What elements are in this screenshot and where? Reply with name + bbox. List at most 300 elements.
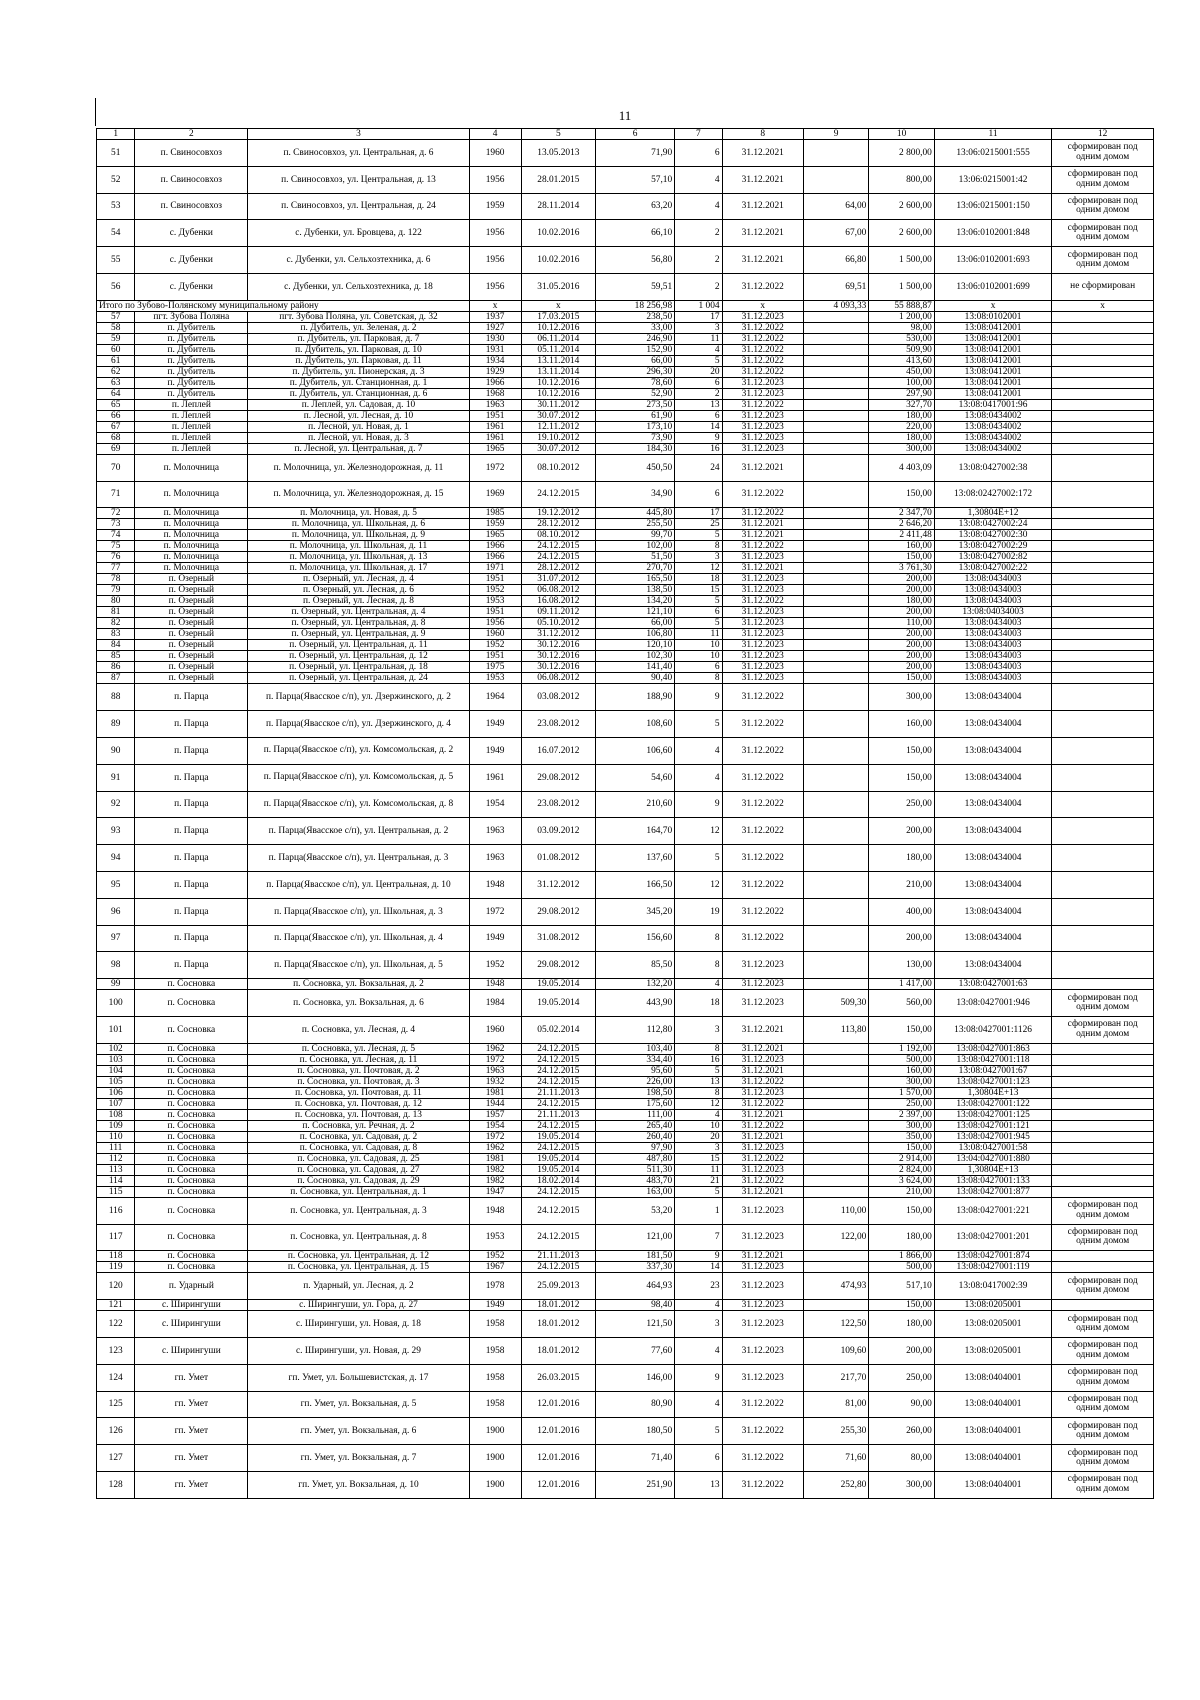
- cell-col-3: п. Сосновка, ул. Садовая, д. 2: [248, 1131, 469, 1142]
- cell-col-10: 180,00: [869, 1224, 934, 1251]
- cell-col-9: 252,80: [803, 1471, 868, 1498]
- cell-col-8: 31.12.2023: [722, 979, 803, 990]
- cell-col-4: 1948: [469, 1197, 521, 1224]
- table-row: [97, 1065, 1154, 1076]
- cell-col-9: [803, 791, 868, 818]
- cell-col-4: 1982: [469, 1164, 521, 1175]
- cell-col-1: 74: [97, 530, 135, 541]
- table-row: [97, 662, 1154, 673]
- table-row: [97, 1471, 1154, 1498]
- cell-col-12: [1052, 1251, 1154, 1262]
- cell-col-5: 29.08.2012: [521, 952, 596, 979]
- cell-col-4: 1956: [469, 273, 521, 300]
- cell-col-3: п. Молочница, ул. Школьная, д. 11: [248, 541, 469, 552]
- cell-col-4: 1966: [469, 541, 521, 552]
- cell-col-5: 29.08.2012: [521, 764, 596, 791]
- cell-col-6: 66,00: [596, 355, 675, 366]
- cell-col-6: 102,30: [596, 651, 675, 662]
- cell-col-1: 73: [97, 519, 135, 530]
- cell-col-6: 90,40: [596, 673, 675, 684]
- cell-col-4: 1956: [469, 220, 521, 247]
- cell-col-9: [803, 1043, 868, 1054]
- cell-col-7: 10: [675, 651, 722, 662]
- cell-col-2: п. Сосновка: [135, 1076, 248, 1087]
- cell-col-6: 483,70: [596, 1175, 675, 1186]
- cell-col-4: 1960: [469, 629, 521, 640]
- table-row: [97, 1273, 1154, 1300]
- column-number-cell: 5: [521, 129, 596, 140]
- cell-col-1: 100: [97, 990, 135, 1017]
- cell-col-3: п. Озерный, ул. Центральная, д. 11: [248, 640, 469, 651]
- cell-col-6: 251,90: [596, 1471, 675, 1498]
- cell-col-3: п. Сосновка, ул. Центральная, д. 3: [248, 1197, 469, 1224]
- cell-col-9: [803, 1186, 868, 1197]
- cell-col-8: 31.12.2023: [722, 1054, 803, 1065]
- cell-col-10: 98,00: [869, 322, 934, 333]
- cell-col-7: 3: [675, 1142, 722, 1153]
- cell-col-2: п. Сосновка: [135, 1131, 248, 1142]
- cell-col-7: 3: [675, 1016, 722, 1043]
- cell-col-9: [803, 1175, 868, 1186]
- cell-col-4: 1927: [469, 322, 521, 333]
- table-row: [97, 1043, 1154, 1054]
- cell-col-12: сформирован под одним домом: [1052, 1364, 1154, 1391]
- cell-col-1: 109: [97, 1120, 135, 1131]
- cell-col-1: 99: [97, 979, 135, 990]
- cell-col-5: 30.12.2016: [521, 640, 596, 651]
- cell-col-2: гп. Умет: [135, 1418, 248, 1445]
- cell-col-10: 150,00: [869, 552, 934, 563]
- cell-col-3: п. Сосновка, ул. Центральная, д. 15: [248, 1262, 469, 1273]
- cell-col-4: 1900: [469, 1445, 521, 1472]
- cell-col-12: [1052, 1054, 1154, 1065]
- cell-col-5: 16.07.2012: [521, 737, 596, 764]
- cell-col-3: п. Сосновка, ул. Речная, д. 2: [248, 1120, 469, 1131]
- cell-col-10: 110,00: [869, 618, 934, 629]
- cell-col-5: 23.08.2012: [521, 711, 596, 738]
- cell-col-6: 102,00: [596, 541, 675, 552]
- cell-col-8: 31.12.2022: [722, 596, 803, 607]
- cell-col-11: 13:08:0427001:221: [934, 1197, 1051, 1224]
- cell-col-11: 13:08:0434004: [934, 764, 1051, 791]
- cell-col-1: 75: [97, 541, 135, 552]
- cell-col-11: 1,30804E+12: [934, 508, 1051, 519]
- cell-col-8: 31.12.2023: [722, 1300, 803, 1311]
- table-row: [97, 1016, 1154, 1043]
- cell-col-3: п. Парца(Явасское с/п), ул. Комсомольская, д. 5: [248, 764, 469, 791]
- cell-col-12: [1052, 607, 1154, 618]
- cell-col-12: сформирован под одним домом: [1052, 1471, 1154, 1498]
- cell-col-8: 31.12.2023: [722, 552, 803, 563]
- subtotal-col11: x: [934, 300, 1051, 311]
- cell-col-6: 246,90: [596, 333, 675, 344]
- cell-col-7: 18: [675, 990, 722, 1017]
- cell-col-7: 13: [675, 1076, 722, 1087]
- cell-col-1: 51: [97, 140, 135, 167]
- cell-col-6: 80,90: [596, 1391, 675, 1418]
- cell-col-12: [1052, 618, 1154, 629]
- cell-col-10: 3 624,00: [869, 1175, 934, 1186]
- cell-col-5: 21.11.2013: [521, 1087, 596, 1098]
- cell-col-2: п. Парца: [135, 684, 248, 711]
- cell-col-7: 4: [675, 1109, 722, 1120]
- table-row: [97, 574, 1154, 585]
- cell-col-4: 1961: [469, 421, 521, 432]
- table-row: [97, 1098, 1154, 1109]
- cell-col-3: п. Свиносовхоз, ул. Центральная, д. 13: [248, 166, 469, 193]
- cell-col-2: п. Сосновка: [135, 1098, 248, 1109]
- cell-col-8: 31.12.2021: [722, 1065, 803, 1076]
- cell-col-9: [803, 508, 868, 519]
- cell-col-1: 52: [97, 166, 135, 193]
- cell-col-6: 296,30: [596, 366, 675, 377]
- cell-col-5: 19.12.2012: [521, 508, 596, 519]
- cell-col-4: 1985: [469, 508, 521, 519]
- cell-col-2: п. Сосновка: [135, 1109, 248, 1120]
- cell-col-3: п. Сосновка, ул. Почтовая, д. 13: [248, 1109, 469, 1120]
- cell-col-12: сформирован под одним домом: [1052, 1391, 1154, 1418]
- cell-col-9: [803, 311, 868, 322]
- cell-col-2: п. Сосновка: [135, 1164, 248, 1175]
- cell-col-11: 13:08:0427002:82: [934, 552, 1051, 563]
- cell-col-12: [1052, 629, 1154, 640]
- cell-col-8: 31.12.2022: [722, 925, 803, 952]
- subtotal-col7: 1 004: [675, 300, 722, 311]
- cell-col-1: 60: [97, 344, 135, 355]
- cell-col-10: 509,90: [869, 344, 934, 355]
- cell-col-5: 24.12.2015: [521, 1262, 596, 1273]
- cell-col-6: 34,90: [596, 481, 675, 508]
- cell-col-4: 1965: [469, 530, 521, 541]
- cell-col-4: 1947: [469, 1186, 521, 1197]
- cell-col-10: 250,00: [869, 791, 934, 818]
- table-row: [97, 481, 1154, 508]
- cell-col-9: [803, 898, 868, 925]
- cell-col-5: 31.05.2016: [521, 273, 596, 300]
- cell-col-11: 13:08:0404001: [934, 1471, 1051, 1498]
- cell-col-12: [1052, 344, 1154, 355]
- cell-col-1: 89: [97, 711, 135, 738]
- cell-col-3: п. Молочница, ул. Железнодорожная, д. 11: [248, 454, 469, 481]
- cell-col-1: 55: [97, 247, 135, 274]
- cell-col-5: 21.11.2013: [521, 1109, 596, 1120]
- cell-col-9: [803, 344, 868, 355]
- cell-col-7: 15: [675, 585, 722, 596]
- cell-col-10: 2 397,00: [869, 1109, 934, 1120]
- cell-col-8: 31.12.2023: [722, 443, 803, 454]
- cell-col-10: 560,00: [869, 990, 934, 1017]
- cell-col-10: 2 914,00: [869, 1153, 934, 1164]
- cell-col-7: 10: [675, 640, 722, 651]
- cell-col-3: п. Сосновка, ул. Лесная, д. 4: [248, 1016, 469, 1043]
- cell-col-11: 13:08:0427001:67: [934, 1065, 1051, 1076]
- cell-col-1: 59: [97, 333, 135, 344]
- cell-col-5: 06.08.2012: [521, 585, 596, 596]
- cell-col-12: [1052, 651, 1154, 662]
- cell-col-12: [1052, 421, 1154, 432]
- cell-col-6: 57,10: [596, 166, 675, 193]
- cell-col-5: 12.01.2016: [521, 1418, 596, 1445]
- cell-col-12: [1052, 1186, 1154, 1197]
- cell-col-10: 160,00: [869, 1065, 934, 1076]
- cell-col-12: [1052, 1043, 1154, 1054]
- cell-col-3: гп. Умет, ул. Большевистская, д. 17: [248, 1364, 469, 1391]
- cell-col-1: 98: [97, 952, 135, 979]
- cell-col-10: 2 347,70: [869, 508, 934, 519]
- cell-col-10: 150,00: [869, 673, 934, 684]
- cell-col-11: 13:06:0215001:42: [934, 166, 1051, 193]
- cell-col-2: п. Дубитель: [135, 388, 248, 399]
- cell-col-7: 13: [675, 399, 722, 410]
- cell-col-9: [803, 737, 868, 764]
- table-row: [97, 421, 1154, 432]
- cell-col-12: сформирован под одним домом: [1052, 1224, 1154, 1251]
- cell-col-7: 6: [675, 607, 722, 618]
- cell-col-7: 20: [675, 366, 722, 377]
- cell-col-10: 2 824,00: [869, 1164, 934, 1175]
- cell-col-9: [803, 421, 868, 432]
- cell-col-12: [1052, 410, 1154, 421]
- cell-col-8: 31.12.2021: [722, 193, 803, 220]
- cell-col-12: сформирован под одним домом: [1052, 166, 1154, 193]
- cell-col-6: 99,70: [596, 530, 675, 541]
- cell-col-12: [1052, 662, 1154, 673]
- cell-col-8: 31.12.2023: [722, 1087, 803, 1098]
- cell-col-1: 82: [97, 618, 135, 629]
- cell-col-10: 200,00: [869, 651, 934, 662]
- table-row: [97, 377, 1154, 388]
- cell-col-1: 93: [97, 818, 135, 845]
- cell-col-12: [1052, 355, 1154, 366]
- cell-col-7: 12: [675, 563, 722, 574]
- cell-col-1: 71: [97, 481, 135, 508]
- cell-col-1: 62: [97, 366, 135, 377]
- cell-col-5: 24.12.2015: [521, 1076, 596, 1087]
- cell-col-5: 03.09.2012: [521, 818, 596, 845]
- column-number-cell: 8: [722, 129, 803, 140]
- cell-col-7: 9: [675, 1251, 722, 1262]
- cell-col-5: 23.08.2012: [521, 791, 596, 818]
- cell-col-1: 70: [97, 454, 135, 481]
- cell-col-1: 97: [97, 925, 135, 952]
- table-row: [97, 1364, 1154, 1391]
- cell-col-12: [1052, 845, 1154, 872]
- table-row: [97, 1224, 1154, 1251]
- cell-col-1: 122: [97, 1311, 135, 1338]
- cell-col-6: 106,80: [596, 629, 675, 640]
- table-row: [97, 1109, 1154, 1120]
- cell-col-9: [803, 519, 868, 530]
- cell-col-2: п. Сосновка: [135, 1043, 248, 1054]
- cell-col-11: 13:08:0434003: [934, 618, 1051, 629]
- cell-col-11: 13:08:0434003: [934, 640, 1051, 651]
- cell-col-2: с. Ширингуши: [135, 1300, 248, 1311]
- table-row: [97, 166, 1154, 193]
- cell-col-2: п. Дубитель: [135, 333, 248, 344]
- cell-col-1: 58: [97, 322, 135, 333]
- cell-col-4: 1948: [469, 871, 521, 898]
- cell-col-3: п. Свиносовхоз, ул. Центральная, д. 24: [248, 193, 469, 220]
- cell-col-3: п. Сосновка, ул. Вокзальная, д. 2: [248, 979, 469, 990]
- cell-col-12: [1052, 1131, 1154, 1142]
- cell-col-4: 1949: [469, 1300, 521, 1311]
- cell-col-8: 31.12.2022: [722, 481, 803, 508]
- cell-col-2: п. Парца: [135, 925, 248, 952]
- cell-col-9: [803, 530, 868, 541]
- cell-col-4: 1972: [469, 1131, 521, 1142]
- cell-col-11: 13:08:0434003: [934, 673, 1051, 684]
- cell-col-8: 31.12.2023: [722, 990, 803, 1017]
- cell-col-10: 150,00: [869, 1197, 934, 1224]
- column-number-row: [97, 129, 1154, 140]
- cell-col-11: 13:08:0434004: [934, 925, 1051, 952]
- cell-col-7: 2: [675, 273, 722, 300]
- cell-col-1: 95: [97, 871, 135, 898]
- cell-col-8: 31.12.2022: [722, 1076, 803, 1087]
- cell-col-9: [803, 333, 868, 344]
- cell-col-7: 13: [675, 1471, 722, 1498]
- cell-col-6: 54,60: [596, 764, 675, 791]
- cell-col-10: 500,00: [869, 1262, 934, 1273]
- cell-col-5: 21.11.2013: [521, 1251, 596, 1262]
- cell-col-9: [803, 563, 868, 574]
- cell-col-12: [1052, 508, 1154, 519]
- cell-col-8: 31.12.2021: [722, 1016, 803, 1043]
- cell-col-12: [1052, 791, 1154, 818]
- cell-col-1: 108: [97, 1109, 135, 1120]
- cell-col-7: 3: [675, 322, 722, 333]
- cell-col-12: [1052, 818, 1154, 845]
- cell-col-7: 4: [675, 764, 722, 791]
- cell-col-6: 141,40: [596, 662, 675, 673]
- cell-col-4: 1957: [469, 1109, 521, 1120]
- cell-col-6: 265,40: [596, 1120, 675, 1131]
- cell-col-4: 1966: [469, 552, 521, 563]
- cell-col-7: 19: [675, 898, 722, 925]
- cell-col-10: 90,00: [869, 1391, 934, 1418]
- cell-col-1: 101: [97, 1016, 135, 1043]
- cell-col-5: 13.11.2014: [521, 366, 596, 377]
- cell-col-6: 137,60: [596, 845, 675, 872]
- cell-col-8: 31.12.2022: [722, 845, 803, 872]
- cell-col-8: 31.12.2022: [722, 344, 803, 355]
- cell-col-8: 31.12.2022: [722, 711, 803, 738]
- cell-col-5: 30.12.2016: [521, 662, 596, 673]
- cell-col-5: 28.01.2015: [521, 166, 596, 193]
- cell-col-1: 128: [97, 1471, 135, 1498]
- cell-col-3: с. Дубенки, ул. Сельхозтехника, д. 6: [248, 247, 469, 274]
- cell-col-3: п. Дубитель, ул. Парковая, д. 11: [248, 355, 469, 366]
- cell-col-11: 13:08:0412001: [934, 322, 1051, 333]
- cell-col-2: п. Парца: [135, 818, 248, 845]
- cell-col-12: [1052, 925, 1154, 952]
- cell-col-6: 334,40: [596, 1054, 675, 1065]
- cell-col-1: 110: [97, 1131, 135, 1142]
- cell-col-2: п. Леплей: [135, 432, 248, 443]
- cell-col-12: [1052, 1142, 1154, 1153]
- cell-col-10: 1 417,00: [869, 979, 934, 990]
- cell-col-1: 53: [97, 193, 135, 220]
- column-number-cell: 10: [869, 129, 934, 140]
- cell-col-4: 1954: [469, 791, 521, 818]
- cell-col-9: [803, 410, 868, 421]
- cell-col-3: п. Озерный, ул. Центральная, д. 4: [248, 607, 469, 618]
- cell-col-4: 1944: [469, 1098, 521, 1109]
- cell-col-8: 31.12.2021: [722, 1251, 803, 1262]
- cell-col-4: 1952: [469, 952, 521, 979]
- table-row: [97, 1054, 1154, 1065]
- cell-col-12: [1052, 898, 1154, 925]
- column-number-cell: 11: [934, 129, 1051, 140]
- cell-col-5: 31.12.2012: [521, 629, 596, 640]
- cell-col-5: 28.12.2012: [521, 519, 596, 530]
- cell-col-8: 31.12.2023: [722, 673, 803, 684]
- cell-col-9: [803, 1109, 868, 1120]
- cell-col-10: 200,00: [869, 585, 934, 596]
- cell-col-12: [1052, 366, 1154, 377]
- cell-col-9: [803, 322, 868, 333]
- cell-col-10: 160,00: [869, 711, 934, 738]
- cell-col-10: 1 570,00: [869, 1087, 934, 1098]
- cell-col-3: гп. Умет, ул. Вокзальная, д. 6: [248, 1418, 469, 1445]
- cell-col-9: 255,30: [803, 1418, 868, 1445]
- table-row: [97, 1337, 1154, 1364]
- cell-col-4: 1966: [469, 377, 521, 388]
- cell-col-5: 24.12.2015: [521, 1142, 596, 1153]
- cell-col-6: 120,10: [596, 640, 675, 651]
- cell-col-7: 5: [675, 530, 722, 541]
- cell-col-4: 1972: [469, 1054, 521, 1065]
- cell-col-9: [803, 618, 868, 629]
- cell-col-5: 10.12.2016: [521, 322, 596, 333]
- column-number-cell: 6: [596, 129, 675, 140]
- cell-col-10: 3 761,30: [869, 563, 934, 574]
- cell-col-4: 1972: [469, 898, 521, 925]
- cell-col-4: 1961: [469, 764, 521, 791]
- cell-col-5: 12.01.2016: [521, 1391, 596, 1418]
- cell-col-2: п. Парца: [135, 737, 248, 764]
- cell-col-9: [803, 454, 868, 481]
- cell-col-4: 1953: [469, 1224, 521, 1251]
- cell-col-7: 15: [675, 1153, 722, 1164]
- cell-col-10: 2 800,00: [869, 140, 934, 167]
- cell-col-2: п. Дубитель: [135, 366, 248, 377]
- subtotal-col12: x: [1052, 300, 1154, 311]
- cell-col-3: п. Парца(Явасское с/п), ул. Школьная, д. 4: [248, 925, 469, 952]
- cell-col-6: 184,30: [596, 443, 675, 454]
- cell-col-1: 78: [97, 574, 135, 585]
- cell-col-8: 31.12.2021: [722, 1186, 803, 1197]
- table-row: [97, 388, 1154, 399]
- cell-col-12: [1052, 481, 1154, 508]
- cell-col-1: 57: [97, 311, 135, 322]
- cell-col-10: 300,00: [869, 443, 934, 454]
- cell-col-2: п. Свиносовхоз: [135, 140, 248, 167]
- cell-col-11: 13:08:0427002:29: [934, 541, 1051, 552]
- cell-col-8: 31.12.2023: [722, 607, 803, 618]
- cell-col-4: 1951: [469, 651, 521, 662]
- cell-col-7: 10: [675, 1120, 722, 1131]
- cell-col-2: п. Озерный: [135, 596, 248, 607]
- cell-col-11: 13:08:0434004: [934, 898, 1051, 925]
- cell-col-3: п. Сосновка, ул. Почтовая, д. 12: [248, 1098, 469, 1109]
- table-row: [97, 530, 1154, 541]
- cell-col-5: 24.12.2015: [521, 1043, 596, 1054]
- cell-col-9: 64,00: [803, 193, 868, 220]
- cell-col-1: 107: [97, 1098, 135, 1109]
- cell-col-6: 108,60: [596, 711, 675, 738]
- cell-col-6: 146,00: [596, 1364, 675, 1391]
